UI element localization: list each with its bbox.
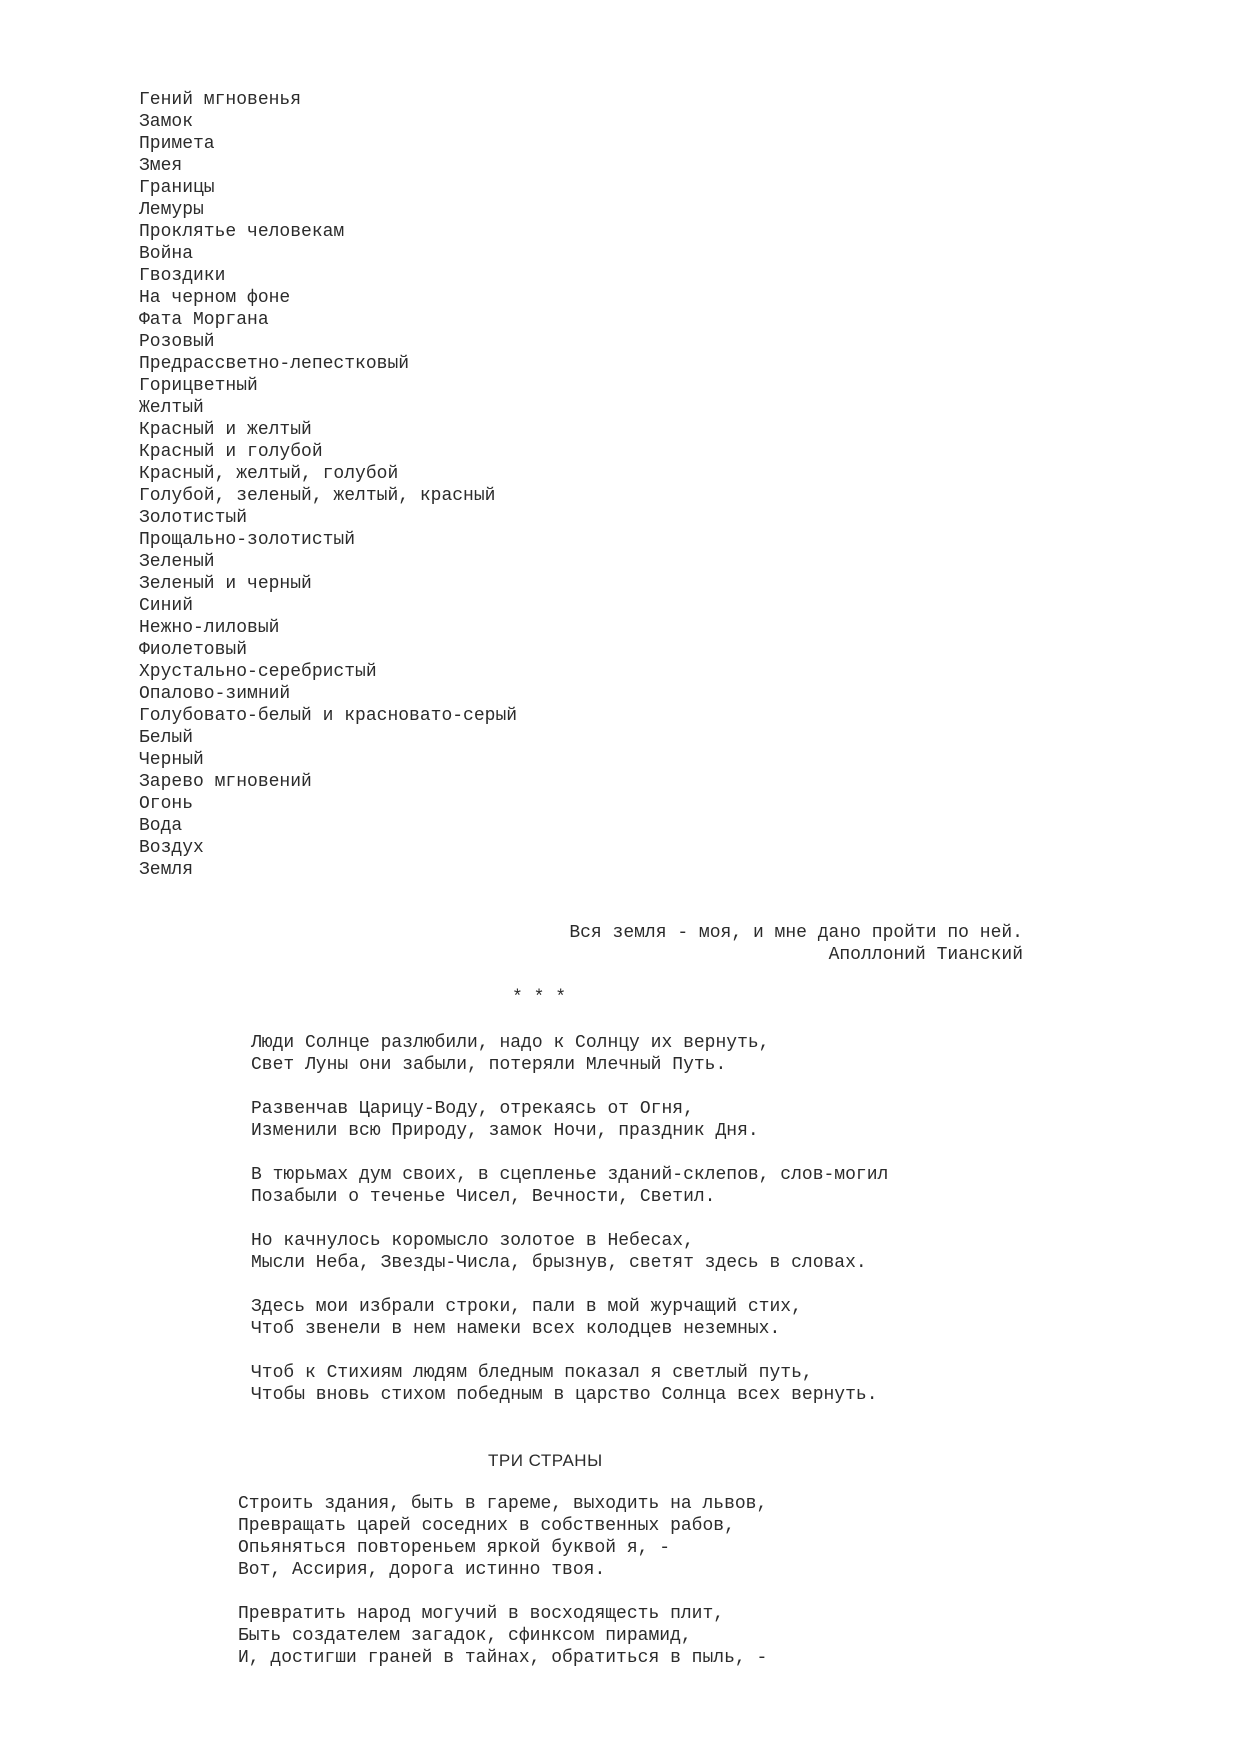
poem-1 (251, 1032, 888, 1428)
contents-item: Воздух (139, 838, 204, 858)
stanza (238, 1493, 767, 1581)
epigraph (500, 922, 1023, 966)
verse-line: Опьяняться повтореньем яркой буквой я, - (238, 1538, 671, 1558)
contents-item: Хрустально-серебристый (139, 662, 377, 682)
contents-item: Голубовато-белый и красновато-серый (139, 706, 518, 726)
verse-line: Превращать царей соседних в собственных рабов, (238, 1516, 735, 1536)
stanza (251, 1230, 888, 1274)
contents-item: На черном фоне (139, 288, 291, 308)
stanza (251, 1296, 888, 1340)
contents-item: Гвоздики (139, 266, 226, 286)
poem-2 (238, 1493, 767, 1691)
contents-item: Белый (139, 728, 194, 748)
contents-item: Земля (139, 860, 194, 880)
contents-item: Опалово-зимний (139, 684, 291, 704)
contents-item: Розовый (139, 332, 215, 352)
contents-item: Горицветный (139, 376, 258, 396)
verse-line: Изменили всю Природу, замок Ночи, праздник Дня. (251, 1121, 759, 1141)
verse-line: И, достигши граней в тайнах, обратиться в пыль, - (238, 1648, 768, 1668)
contents-item: Желтый (139, 398, 204, 418)
verse-line: Чтобы вновь стихом победным в царство Солнца всех вернуть. (251, 1385, 878, 1405)
contents-item: Фиолетовый (139, 640, 248, 660)
verse-line: Люди Солнце разлюбили, надо к Солнцу их вернуть, (251, 1033, 770, 1053)
verse-line: В тюрьмах дум своих, в сцепленье зданий-склепов, слов-могил (251, 1165, 889, 1185)
verse-line: Чтоб звенели в нем намеки всех колодцев неземных. (251, 1319, 781, 1339)
contents-item: Голубой, зеленый, желтый, красный (139, 486, 496, 506)
epigraph-author: Аполлоний Тианский (828, 945, 1023, 965)
contents-item: Примета (139, 134, 215, 154)
verse-line: Но качнулось коромысло золотое в Небесах, (251, 1231, 694, 1251)
contents-item: Зеленый и черный (139, 574, 312, 594)
contents-item: Черный (139, 750, 204, 770)
contents-list (139, 89, 517, 881)
contents-item: Война (139, 244, 194, 264)
stanza (238, 1603, 767, 1669)
verse-line: Превратить народ могучий в восходящесть плит, (238, 1604, 725, 1624)
contents-item: Огонь (139, 794, 194, 814)
contents-item: Предрассветно-лепестковый (139, 354, 410, 374)
contents-item: Гений мгновенья (139, 90, 302, 110)
verse-line: Развенчав Царицу-Воду, отрекаясь от Огня, (251, 1099, 694, 1119)
contents-item: Лемуры (139, 200, 204, 220)
contents-item: Границы (139, 178, 215, 198)
contents-item: Красный, желтый, голубой (139, 464, 399, 484)
verse-line: Строить здания, быть в гареме, выходить на львов, (238, 1494, 768, 1514)
contents-item: Красный и желтый (139, 420, 312, 440)
contents-item: Фата Моргана (139, 310, 269, 330)
contents-item: Замок (139, 112, 194, 132)
contents-item: Золотистый (139, 508, 248, 528)
stanza (251, 1032, 888, 1076)
section-separator: * * * (512, 988, 567, 1008)
verse-line: Позабыли о теченье Чисел, Вечности, Светил. (251, 1187, 716, 1207)
contents-item: Синий (139, 596, 194, 616)
poem-2-title: ТРИ СТРАНЫ (488, 1451, 603, 1470)
stanza (251, 1362, 888, 1406)
verse-line: Чтоб к Стихиям людям бледным показал я светлый путь, (251, 1363, 813, 1383)
epigraph-quote: Вся земля - моя, и мне дано пройти по ней. (569, 923, 1023, 943)
contents-item: Зеленый (139, 552, 215, 572)
stanza (251, 1098, 888, 1142)
contents-item: Проклятье человекам (139, 222, 345, 242)
contents-item: Нежно-лиловый (139, 618, 280, 638)
contents-item: Змея (139, 156, 183, 176)
contents-item: Вода (139, 816, 183, 836)
contents-item: Прощально-золотистый (139, 530, 356, 550)
verse-line: Здесь мои избрали строки, пали в мой журчащий стих, (251, 1297, 802, 1317)
contents-item: Красный и голубой (139, 442, 323, 462)
stanza (251, 1164, 888, 1208)
verse-line: Мысли Неба, Звезды-Числа, брызнув, светят здесь в словах. (251, 1253, 867, 1273)
contents-item: Зарево мгновений (139, 772, 312, 792)
verse-line: Быть создателем загадок, сфинксом пирамид, (238, 1626, 692, 1646)
verse-line: Свет Луны они забыли, потеряли Млечный Путь. (251, 1055, 727, 1075)
verse-line: Вот, Ассирия, дорога истинно твоя. (238, 1560, 606, 1580)
